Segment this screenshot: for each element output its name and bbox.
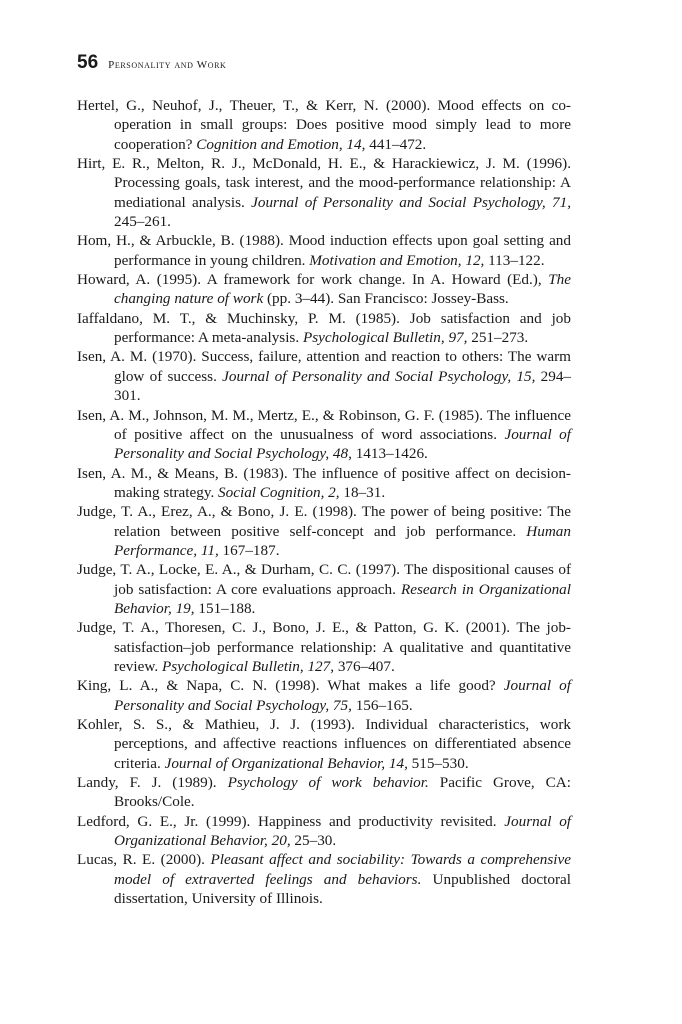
reference-entry: [77, 560, 571, 618]
reference-source: Research in Organizational Behavior, 19,: [114, 580, 571, 617]
reference-source: Cognition and Emotion, 14,: [196, 135, 366, 153]
reference-pages: 167–187.: [218, 541, 280, 559]
reference-entry: [77, 715, 571, 773]
reference-citation: Hirt, E. R., Melton, R. J., McDonald, H. E., & Harackiewicz, J. M. (1996). Processing goals, task interest, and the mood-performance relationship: A mediational analysis.: [77, 155, 571, 211]
reference-citation: Judge, T. A., Erez, A., & Bono, J. E. (1998). The power of being positive: The relation between positive self-concept and job performance.: [77, 503, 571, 540]
reference-citation: Lucas, R. E. (2000).: [77, 851, 211, 869]
reference-citation: Isen, A. M. (1970). Success, failure, attention and reaction to others: The warm glow of success.: [77, 348, 571, 385]
reference-pages: 151–188.: [194, 599, 256, 617]
reference-source: Social Cognition, 2,: [218, 483, 340, 501]
reference-citation: Kohler, S. S., & Mathieu, J. J. (1993). Individual characteristics, work perceptions, and affective reactions influences on differentiated absence criteria.: [77, 716, 571, 772]
reference-entry: [77, 154, 571, 231]
reference-citation: Isen, A. M., & Means, B. (1983). The influence of positive affect on decision-making strategy.: [77, 464, 571, 501]
reference-pages: 515–530.: [407, 754, 469, 772]
reference-source: Psychological Bulletin, 97,: [302, 329, 468, 347]
reference-source: Journal of Organizational Behavior, 14,: [164, 754, 408, 772]
reference-pages: 113–122.: [484, 251, 545, 269]
reference-citation: Iaffaldano, M. T., & Muchinsky, P. M. (1985). Job satisfaction and job performance: A meta-analysis.: [77, 309, 571, 347]
reference-pages: Pacific Grove, CA: Brooks/Cole.: [114, 774, 571, 811]
reference-pages: 18–31.: [339, 483, 386, 501]
reference-citation: King, L. A., & Napa, C. N. (1998). What makes a life good?: [77, 677, 504, 695]
reference-entry: [77, 502, 571, 560]
reference-pages: 1413–1426.: [351, 445, 428, 463]
reference-entry: [77, 812, 571, 851]
reference-entry: [77, 231, 571, 270]
reference-list: [77, 96, 571, 908]
reference-pages: Unpublished doctoral dissertation, University of Illinois.: [114, 870, 572, 908]
reference-entry: [77, 347, 571, 405]
reference-source: Journal of Personality and Social Psychology, 15,: [222, 367, 536, 385]
reference-source: Motivation and Emotion, 12,: [309, 251, 485, 269]
reference-citation: Judge, T. A., Thoresen, C. J., Bono, J. E., & Patton, G. K. (2001). The job-satisfaction–job performance relationship: A qualitative and quantitative review.: [77, 619, 571, 675]
reference-citation: Isen, A. M., Johnson, M. M., Mertz, E., & Robinson, G. F. (1985). The influence of positive affect on the unusualness of word associations.: [77, 406, 571, 443]
reference-source: Journal of Personality and Social Psychology, 75,: [114, 677, 571, 714]
reference-source: Psychological Bulletin, 127,: [161, 657, 335, 675]
reference-pages: 251–273.: [467, 329, 529, 347]
reference-source: Journal of Personality and Social Psychology, 71,: [251, 193, 571, 211]
reference-source: Human Performance, 11,: [114, 522, 571, 559]
reference-entry: [77, 270, 571, 309]
reference-pages: 441–472.: [365, 135, 427, 153]
reference-pages: (pp. 3–44). San Francisco: Jossey-Bass.: [263, 290, 509, 308]
reference-entry: [77, 676, 571, 715]
reference-source: Journal of Organizational Behavior, 20,: [114, 812, 572, 850]
reference-citation: Landy, F. J. (1989).: [77, 774, 228, 792]
reference-source: Pleasant affect and sociability: Towards a comprehensive model of extraverted feelings and behaviors.: [114, 851, 571, 888]
reference-pages: 25–30.: [290, 832, 337, 850]
reference-citation: Ledford, G. E., Jr. (1999). Happiness and productivity revisited.: [77, 812, 505, 830]
reference-source: Psychology of work behavior.: [227, 774, 429, 792]
reference-source: Journal of Personality and Social Psychology, 48,: [114, 425, 571, 463]
reference-pages: 245–261.: [114, 213, 171, 231]
reference-pages: 156–165.: [351, 696, 413, 714]
reference-entry: [77, 406, 571, 464]
reference-citation: Howard, A. (1995). A framework for work change. In A. Howard (Ed.),: [77, 271, 549, 289]
reference-entry: [77, 850, 571, 908]
running-title: Personality and Work: [108, 59, 227, 71]
running-head: [77, 52, 577, 78]
reference-citation: Judge, T. A., Locke, E. A., & Durham, C. C. (1997). The dispositional causes of job satisfaction: A core evaluations approach.: [77, 561, 571, 598]
page-number: 56: [77, 52, 99, 73]
reference-entry: [77, 618, 571, 676]
reference-entry: [77, 96, 571, 154]
reference-pages: 294–301.: [114, 367, 572, 405]
reference-citation: Hom, H., & Arbuckle, B. (1988). Mood induction effects upon goal setting and performance in young children.: [77, 232, 571, 269]
reference-entry: [77, 464, 571, 503]
reference-citation: Hertel, G., Neuhof, J., Theuer, T., & Kerr, N. (2000). Mood effects on co-operation in small groups: Does positive mood simply lead to more cooperation?: [77, 97, 571, 153]
reference-entry: [77, 309, 571, 348]
reference-entry: [77, 773, 571, 812]
reference-pages: 376–407.: [334, 657, 395, 675]
reference-source: The changing nature of work: [114, 271, 571, 308]
